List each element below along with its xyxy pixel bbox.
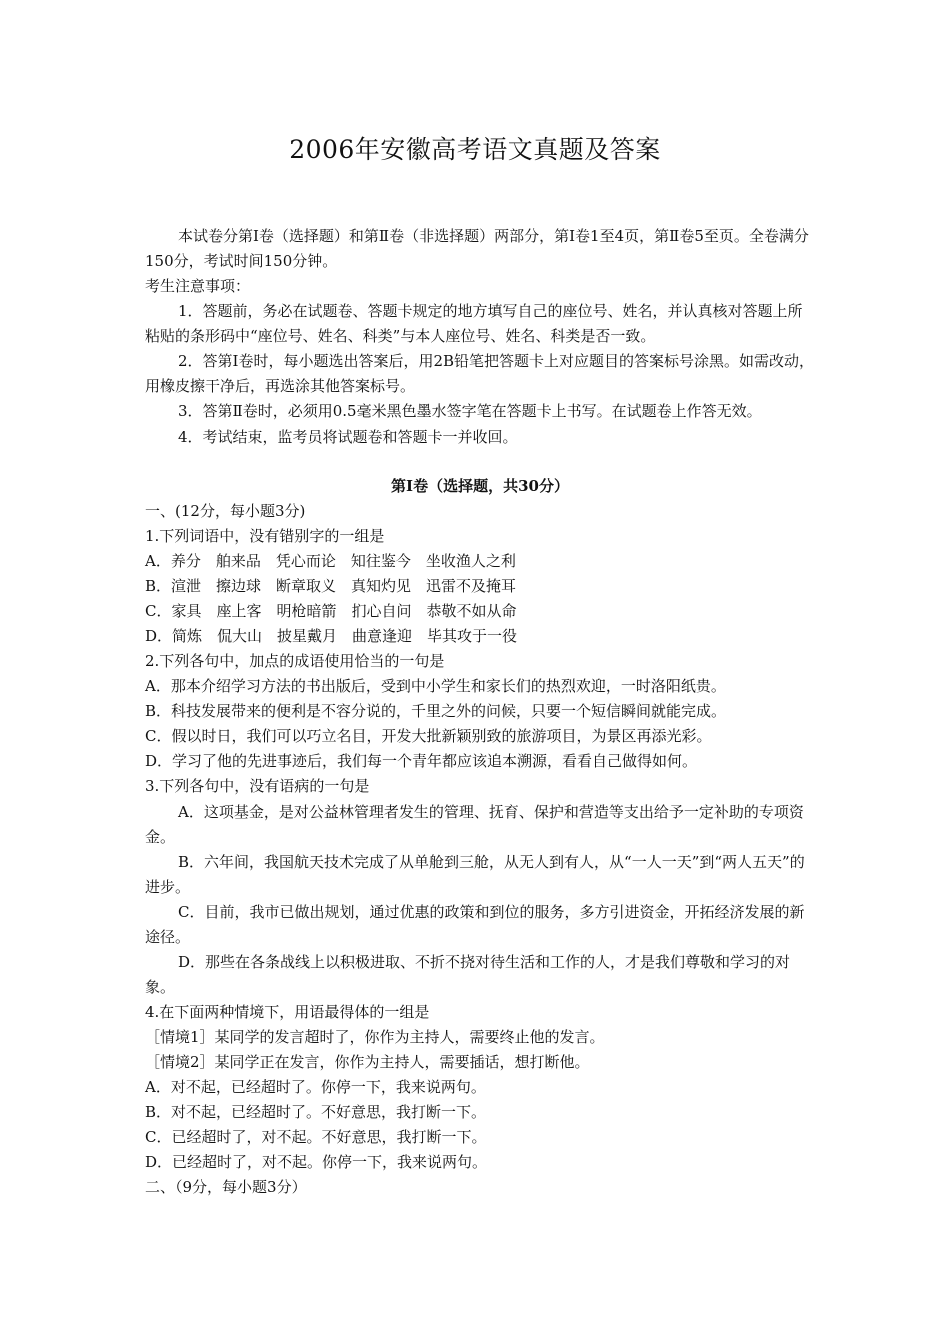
- question-4-option-b: B．对不起，已经超时了。不好意思，我打断一下。: [145, 1103, 487, 1121]
- question-1-option-c: C．家具 座上客 明枪暗箭 扪心自问 恭敬不如从命: [145, 602, 517, 620]
- notice-heading: 考生注意事项：: [145, 277, 251, 295]
- question-1-stem: 1.下列词语中，没有错别字的一组是: [145, 527, 385, 545]
- notice-item-3: 3．答第Ⅱ卷时，必须用0.5毫米黑色墨水签字笔在答题卡上书写。在试题卷上作答无效。: [178, 402, 762, 420]
- question-3-option-c: C．目前，我市已做出规划，通过优惠的政策和到位的服务，多方引进资金，开拓经济发展的新途径。: [145, 903, 805, 946]
- question-4-scenario-2: ［情境2］某同学正在发言，你作为主持人，需要插话，想打断他。: [145, 1053, 590, 1071]
- notice-item-2: 2．答第Ⅰ卷时，每小题选出答案后，用2B铅笔把答题卡上对应题目的答案标号涂黑。如需改动，用橡皮擦干净后，再选涂其他答案标号。: [145, 352, 815, 395]
- question-4-scenario-1: ［情境1］某同学的发言超时了，你作为主持人，需要终止他的发言。: [145, 1028, 605, 1046]
- question-2-stem: 2.下列各句中，加点的成语使用恰当的一句是: [145, 652, 445, 670]
- question-3-option-a: A．这项基金，是对公益林管理者发生的管理、抚育、保护和营造等支出给予一定补助的专项资金。: [145, 803, 804, 846]
- volume-1-title: 第Ⅰ卷（选择题，共30分）: [391, 477, 569, 495]
- section-1-heading: 一、(12分，每小题3分): [145, 502, 306, 520]
- question-2-option-d: D．学习了他的先进事迹后，我们每一个青年都应该追本溯源，看看自己做得如何。: [145, 752, 698, 770]
- question-4-option-a: A．对不起，已经超时了。你停一下，我来说两句。: [145, 1078, 486, 1096]
- document-title: 2006年安徽高考语文真题及答案: [289, 135, 661, 164]
- intro-paragraph: 本试卷分第Ⅰ卷（选择题）和第Ⅱ卷（非选择题）两部分，第Ⅰ卷1至4页，第Ⅱ卷5至页。全卷满分150分，考试时间150分钟。: [145, 227, 809, 270]
- section-2-heading: 二、（9分，每小题3分）: [145, 1178, 307, 1196]
- question-1-option-a: A．养分 舶来品 凭心而论 知往鉴今 坐收渔人之利: [145, 552, 516, 570]
- question-4-option-d: D．已经超时了，对不起。你停一下，我来说两句。: [145, 1153, 488, 1171]
- question-2-option-a: A．那本介绍学习方法的书出版后，受到中小学生和家长们的热烈欢迎，一时洛阳纸贵。: [145, 677, 726, 695]
- question-2-option-b: B．科技发展带来的便利是不容分说的，千里之外的问候，只要一个短信瞬间就能完成。: [145, 702, 727, 720]
- question-3-option-b: B．六年间，我国航天技术完成了从单舱到三舱，从无人到有人，从“一人一天”到“两人五天”的进步。: [145, 853, 805, 896]
- question-1-option-b: B．渲泄 擦边球 断章取义 真知灼见 迅雷不及掩耳: [145, 577, 517, 595]
- notice-item-1: 1．答题前，务必在试题卷、答题卡规定的地方填写自己的座位号、姓名，并认真核对答题上所粘贴的条形码中“座位号、姓名、科类”与本人座位号、姓名、科类是否一致。: [145, 302, 803, 345]
- question-1-option-d: D．简炼 侃大山 披星戴月 曲意逢迎 毕其攻于一役: [145, 627, 518, 645]
- question-4-option-c: C．已经超时了，对不起。不好意思，我打断一下。: [145, 1128, 487, 1146]
- notice-item-4: 4．考试结束，监考员将试题卷和答题卡一并收回。: [178, 428, 518, 446]
- question-3-option-d: D．那些在各条战线上以积极进取、不折不挠对待生活和工作的人，才是我们尊敬和学习的对象。: [145, 953, 791, 996]
- question-2-option-c: C．假以时日，我们可以巧立名目，开发大批新颖别致的旅游项目，为景区再添光彩。: [145, 727, 712, 745]
- document-body: [145, 224, 815, 1200]
- question-4-stem: 4.在下面两种情境下，用语最得体的一组是: [145, 1003, 430, 1021]
- question-3-stem: 3.下列各句中，没有语病的一句是: [145, 777, 370, 795]
